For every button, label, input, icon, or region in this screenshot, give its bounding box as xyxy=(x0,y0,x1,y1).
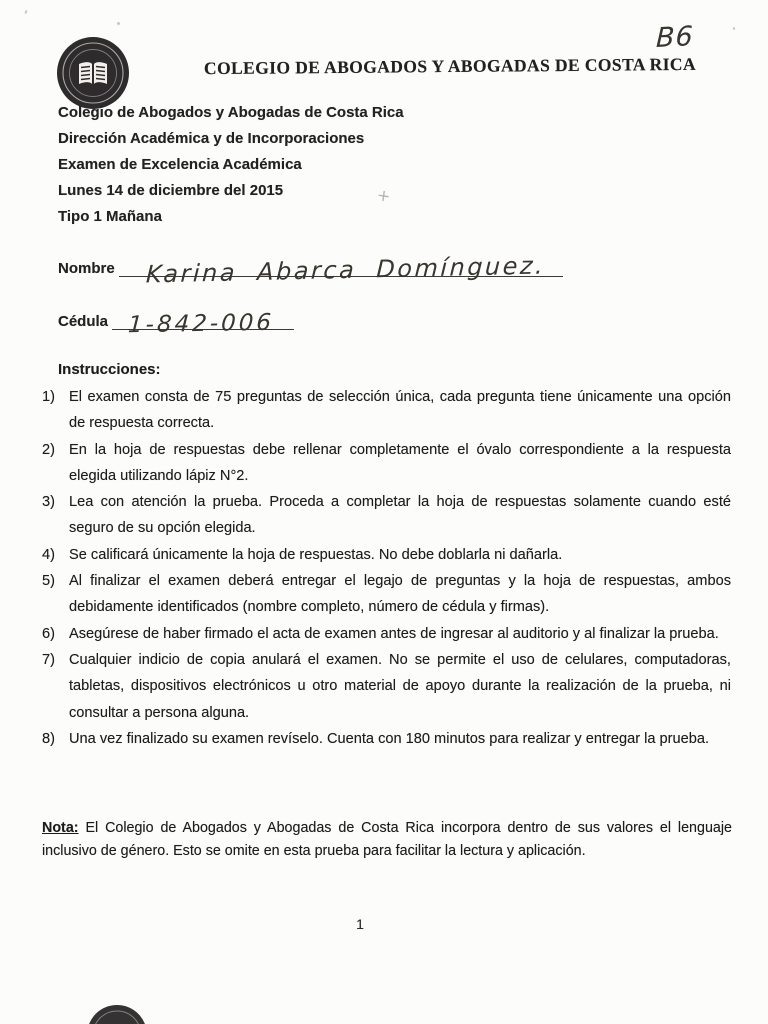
instruction-item-4 xyxy=(42,542,731,568)
cedula-handwritten-value: 1-842-006 xyxy=(127,309,275,339)
name-label: Nombre xyxy=(58,260,115,277)
item-text: Lea con atención la prueba. Proceda a completar la hoja de respuestas solamente cuando esté seguro de su opción elegida. xyxy=(69,494,731,537)
item-text: Al finalizar el examen deberá entregar el legajo de preguntas y la hoja de respuestas, ambos debidamente identificados (nombre completo, número de cédula y firmas). xyxy=(69,573,731,616)
name-field-row xyxy=(58,251,563,289)
scan-speck xyxy=(733,27,735,30)
item-text: El examen consta de 75 preguntas de selección única, cada pregunta tiene únicamente una opción de respuesta correcta. xyxy=(69,389,731,432)
instruction-item-1 xyxy=(42,384,731,437)
stray-pencil-mark: + xyxy=(375,185,392,206)
name-handwritten-value: Karina Abarca Domínguez. xyxy=(145,251,546,289)
cedula-field-row xyxy=(58,305,294,339)
item-number: 6) xyxy=(42,625,55,642)
instruction-item-3 xyxy=(42,489,731,542)
exam-info-block xyxy=(58,100,404,230)
colegio-seal-logo-icon xyxy=(56,36,130,110)
open-book-icon xyxy=(79,62,107,84)
institution-title: COLEGIO DE ABOGADOS Y ABOGADAS DE COSTA RICA xyxy=(203,53,697,79)
instruction-item-8 xyxy=(42,726,731,752)
item-number: 3) xyxy=(42,494,55,511)
exam-date-line: Lunes 14 de diciembre del 2015 xyxy=(58,182,284,199)
scan-speck xyxy=(24,10,27,14)
item-number: 4) xyxy=(42,546,55,563)
item-text: En la hoja de respuestas debe rellenar completamente el óvalo correspondiente a la respuesta elegida utilizando lápiz N°2. xyxy=(69,441,731,484)
inclusive-language-note xyxy=(42,817,732,862)
instructions-section xyxy=(42,357,731,752)
item-number: 8) xyxy=(42,730,55,747)
instructions-heading: Instrucciones: xyxy=(58,361,161,378)
page-number: 1 xyxy=(356,916,364,932)
item-number: 2) xyxy=(42,441,55,458)
exam-name-line: Examen de Excelencia Académica xyxy=(58,156,302,173)
note-text: El Colegio de Abogados y Abogadas de Costa Rica incorpora dentro de sus valores el lenguaje inclusivo de género. Esto se omite en esta prueba para facilitar la lectura y aplicación. xyxy=(42,820,732,859)
exam-session-line: Tipo 1 Mañana xyxy=(58,208,162,225)
item-text: Una vez finalizado su examen revíselo. Cuenta con 180 minutos para realizar y entregar la prueba. xyxy=(69,730,710,747)
scan-speck xyxy=(117,22,120,25)
note-label: Nota: xyxy=(42,820,79,836)
institution-name-line: Colegio de Abogados y Abogadas de Costa Rica xyxy=(58,104,404,121)
instruction-item-2 xyxy=(42,437,731,490)
cedula-label: Cédula xyxy=(58,313,109,330)
department-line: Dirección Académica y de Incorporaciones xyxy=(58,130,365,147)
item-number: 5) xyxy=(42,573,55,590)
instruction-item-5 xyxy=(42,568,731,621)
item-text: Asegúrese de haber firmado el acta de examen antes de ingresar al auditorio y al finalizar la prueba. xyxy=(69,625,719,642)
instruction-item-6 xyxy=(42,621,731,647)
item-text: Se calificará únicamente la hoja de respuestas. No debe doblarla ni dañarla. xyxy=(69,546,563,563)
item-text: Cualquier indicio de copia anulará el examen. No se permite el uso de celulares, computadoras, tabletas, dispositivos electrónicos u otro material de apoyo durante la realización de la prueba, ni consultar a persona alguna. xyxy=(69,651,731,721)
item-number: 1) xyxy=(42,389,55,405)
instruction-item-7 xyxy=(42,647,731,726)
item-number: 7) xyxy=(42,651,55,668)
next-page-seal-partial-icon xyxy=(86,1004,148,1024)
handwritten-booklet-code: B6 xyxy=(655,20,695,55)
